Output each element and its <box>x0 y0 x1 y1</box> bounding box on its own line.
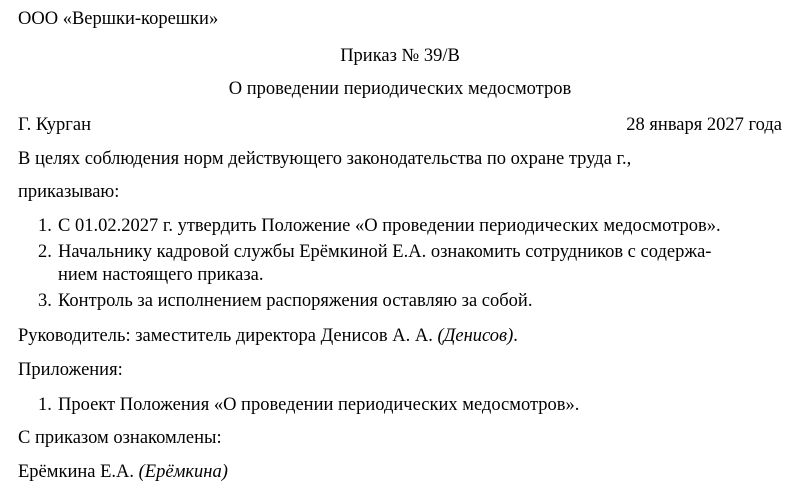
head-signature: (Денисов) <box>437 326 514 346</box>
list-item <box>38 217 721 243</box>
order-subject: О проведении периодических медосмотров <box>228 79 572 99</box>
city: Г. Курган <box>18 115 92 135</box>
item-number: 2. <box>38 242 52 262</box>
order-date: 28 января 2027 года <box>626 115 782 135</box>
head-label: Руководитель: заместитель директора Денисов А. А. <box>18 326 438 346</box>
preamble: В целях соблюдения норм действующего законодательства по охране труда г., <box>18 149 632 169</box>
item-text: С 01.02.2027 г. утвердить Положение «О проведении периодических медосмотров». <box>58 216 721 236</box>
item-number: 1. <box>38 216 52 236</box>
head-signature-dot: . <box>513 326 518 346</box>
attachments-list <box>38 396 579 415</box>
list-item <box>38 396 579 415</box>
head-signature-line <box>18 327 518 346</box>
item-text: Проект Положения «О проведении периодических медосмотров». <box>58 395 580 415</box>
list-item <box>38 243 721 266</box>
item-text: Контроль за исполнением распоряжения оставляю за собой. <box>58 291 533 311</box>
item-text-line2: нием настоящего приказа. <box>58 265 264 285</box>
acquainted-signature: (Ерёмкина) <box>138 462 228 482</box>
item-number: 1. <box>38 395 52 415</box>
acquainted-label: С приказом ознакомлены: <box>18 428 222 448</box>
item-text-line1: Начальнику кадровой службы Ерёмкиной Е.А. ознакомить сотрудников с содержа- <box>58 242 712 262</box>
item-number: 3. <box>38 291 52 311</box>
organization-name: ООО «Вершки-корешки» <box>18 9 219 29</box>
list-item <box>38 292 721 318</box>
order-word: приказываю: <box>18 182 120 202</box>
order-title: Приказ № 39/В <box>340 46 460 66</box>
order-items <box>38 217 721 318</box>
attachments-label: Приложения: <box>18 360 123 380</box>
acquainted-name: Ерёмкина Е.А. <box>18 462 139 482</box>
acquainted-signature-line <box>18 463 228 482</box>
list-item-continuation <box>38 266 721 292</box>
